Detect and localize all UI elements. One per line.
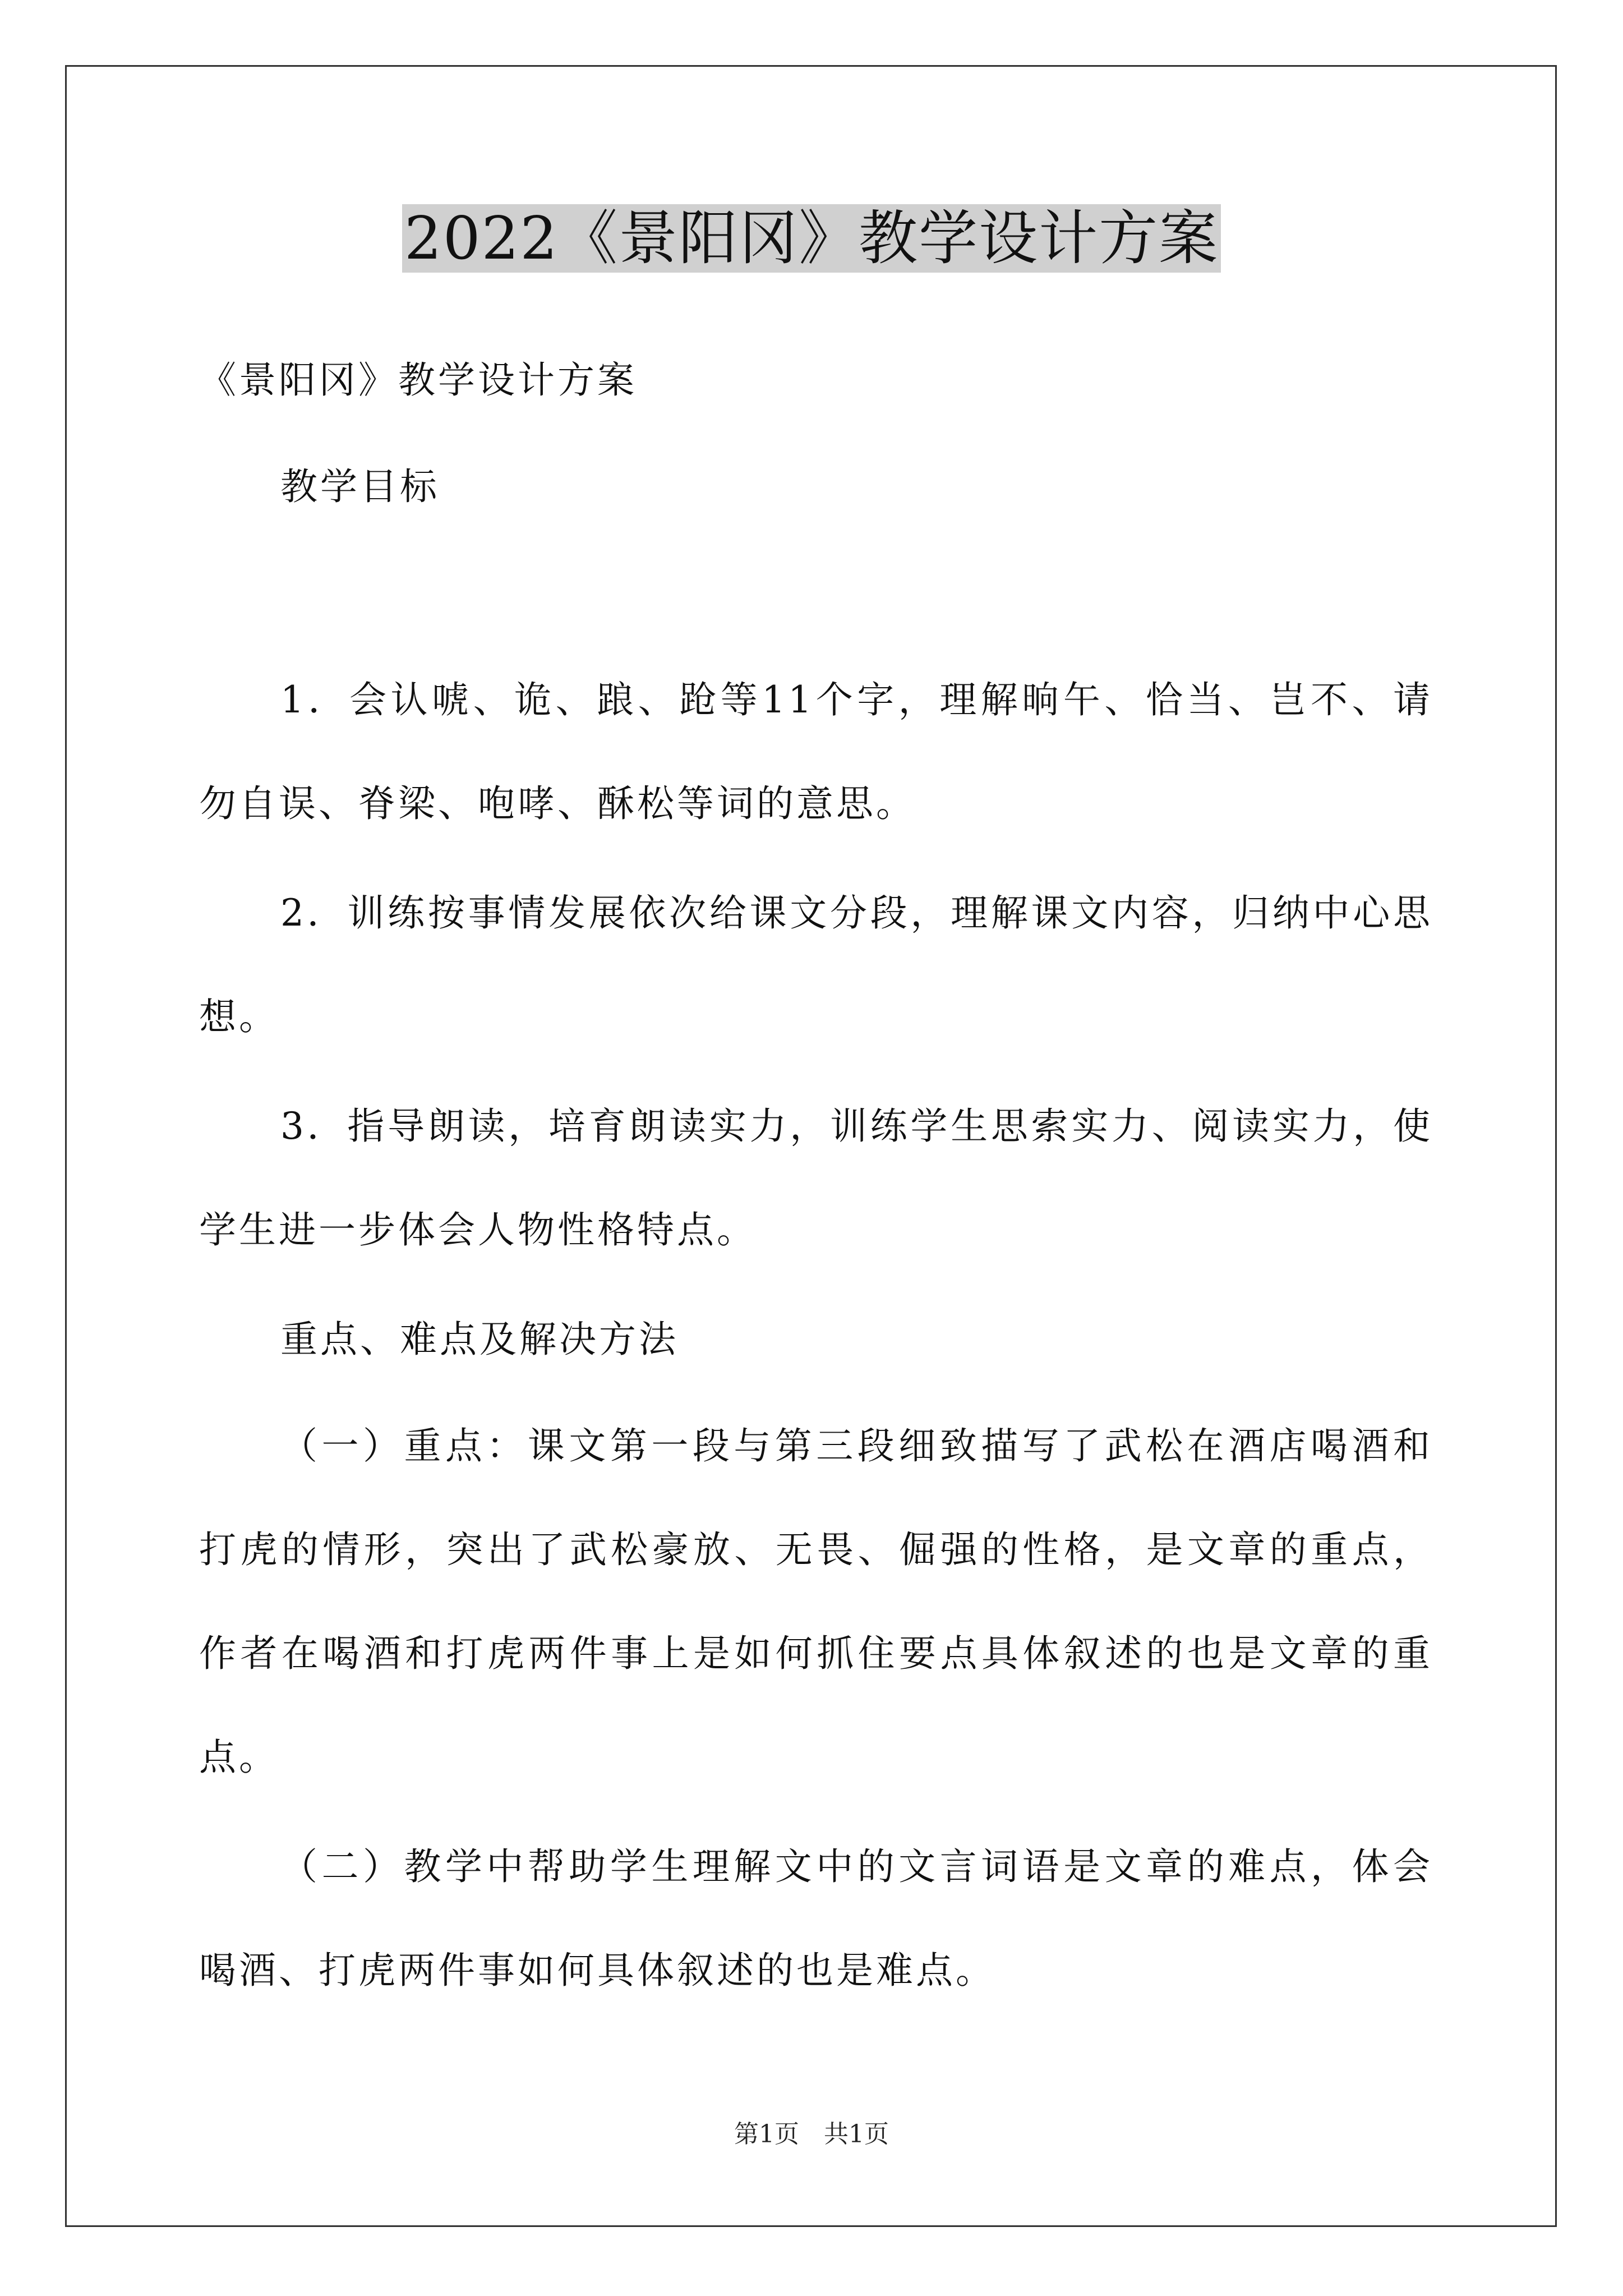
section-heading-keypoints: 重点、难点及解决方法	[280, 1318, 679, 1361]
section-heading-objectives: 教学目标	[280, 465, 440, 508]
document-subtitle: 《景阳冈》教学设计方案	[199, 358, 637, 402]
objective-item-2: 2．训练按事情发展依次给课文分段，理解课文内容，归纳中心思想。	[199, 891, 1433, 1038]
keypoint-item-2: （二）教学中帮助学生理解文中的文言词语是文章的难点，体会喝酒、打虎两件事如何具体叙述的也是难点。	[199, 1845, 1433, 1992]
keypoint-item-1: （一）重点：课文第一段与第三段细致描写了武松在酒店喝酒和打虎的情形，突出了武松豪放、无畏、倔强的性格，是文章的重点，作者在喝酒和打虎两件事上是如何抓住要点具体叙述的也是文章的重点。	[199, 1424, 1433, 1779]
document-title-text: 2022《景阳冈》教学设计方案	[402, 204, 1221, 273]
objective-item-3: 3．指导朗读，培育朗读实力，训练学生思索实力、阅读实力，使学生进一步体会人物性格特点。	[199, 1105, 1433, 1251]
document-title	[0, 196, 1623, 280]
objective-item-1: 1．会认唬、诡、踉、跄等11个字，理解晌午、恰当、岂不、请勿自误、脊梁、咆哮、酥松等词的意思。	[199, 678, 1433, 825]
page-footer: 第1页 共1页	[734, 2120, 889, 2148]
